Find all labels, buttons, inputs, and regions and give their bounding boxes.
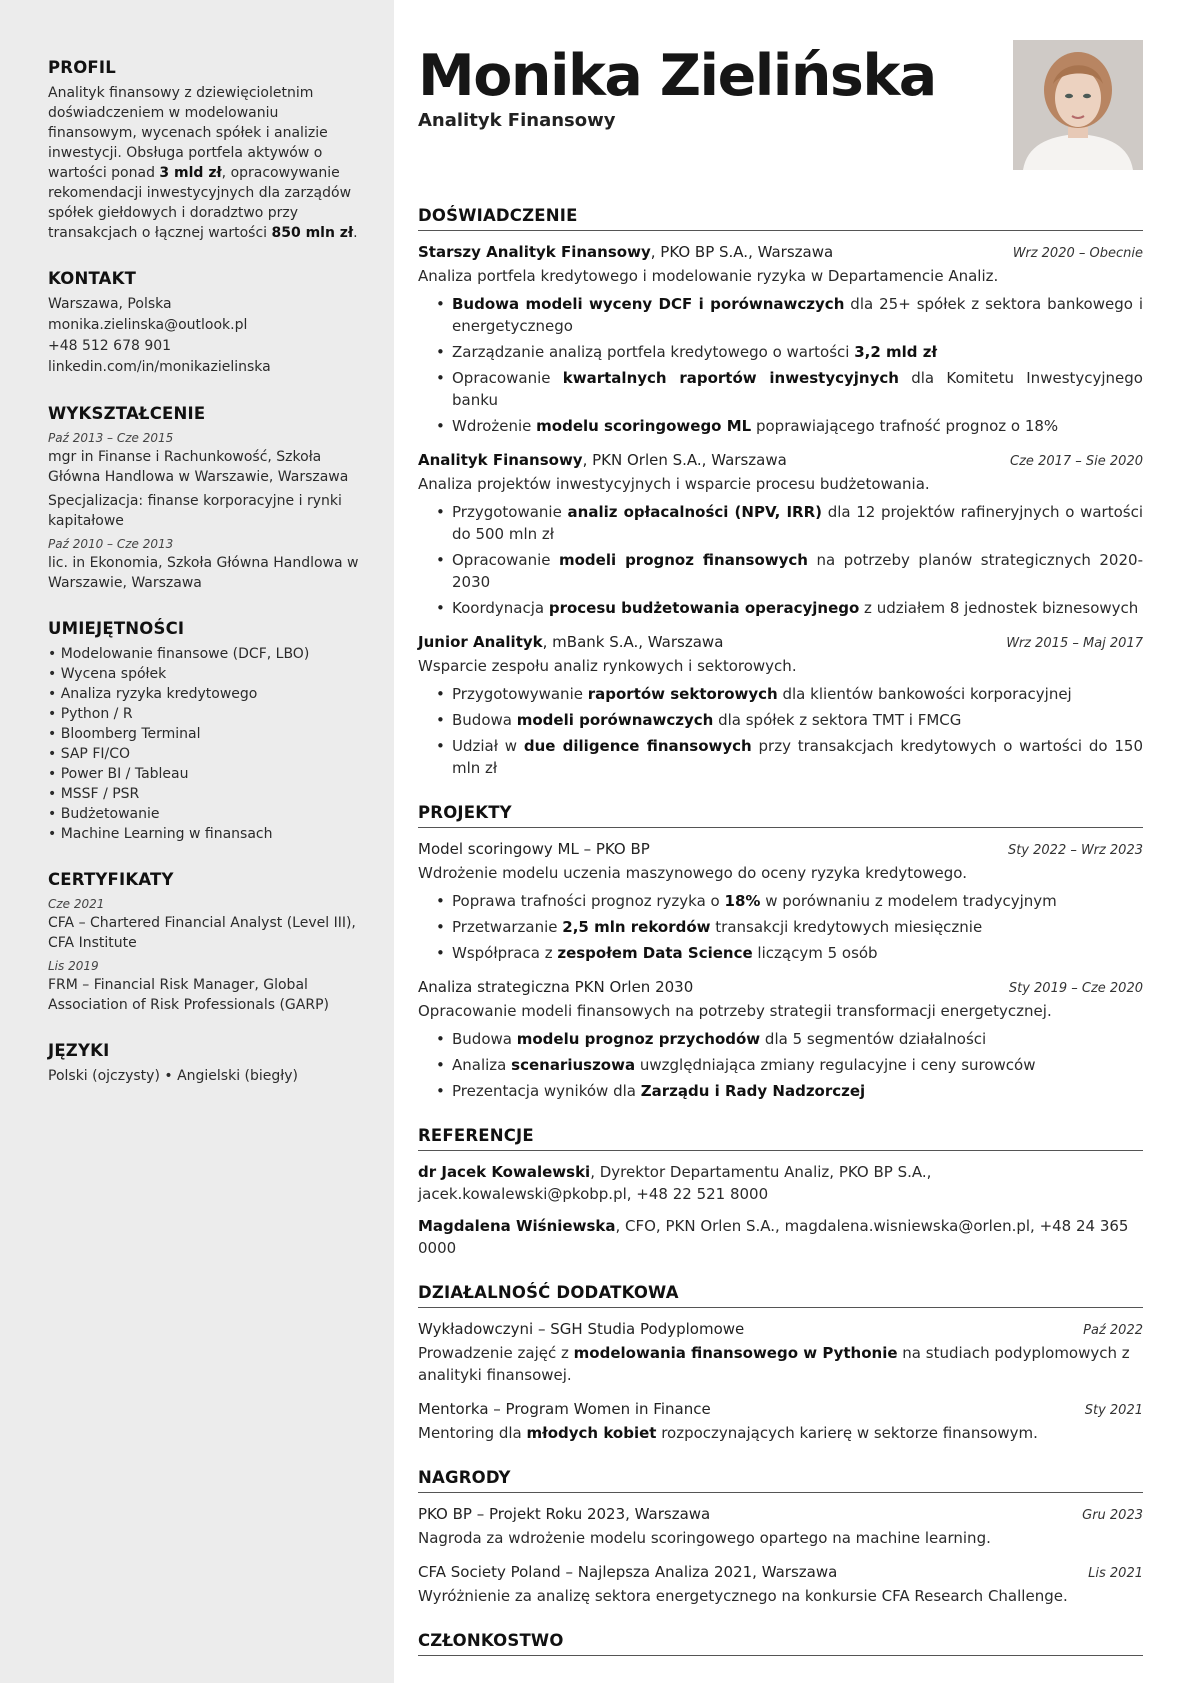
bold-text: dr Jacek Kowalewski xyxy=(418,1163,591,1181)
bold-text: due diligence finansowych xyxy=(523,737,752,755)
award-heading: NAGRODY xyxy=(418,1468,1143,1493)
entry-role: Analityk Finansowy xyxy=(418,451,583,469)
entry-org: , PKN Orlen S.A., Warszawa xyxy=(582,451,787,469)
project-entry xyxy=(418,976,1143,1102)
bullet-item xyxy=(436,415,1143,437)
skill-item: • MSSF / PSR xyxy=(48,786,140,802)
entry-date: Cze 2017 – Sie 2020 xyxy=(1010,454,1143,469)
bold-text: 3,2 mld zł xyxy=(854,343,938,361)
text-run: Przetwarzanie xyxy=(452,918,563,936)
entry-header xyxy=(418,838,1143,862)
extra-activity-entry xyxy=(418,1398,1143,1444)
education-date: Paź 2013 – Cze 2015 xyxy=(48,431,174,445)
project-entry xyxy=(418,838,1143,964)
bullet-item xyxy=(436,942,1143,964)
skill-item: • Wycena spółek xyxy=(48,666,167,682)
bullet-list xyxy=(418,1028,1143,1102)
bold-text: modelu prognoz przychodów xyxy=(516,1030,761,1048)
bold-text: analiz opłacalności (NPV, IRR) xyxy=(567,503,823,521)
projects-heading: PROJEKTY xyxy=(418,803,1143,828)
entry-description: Wdrożenie modelu uczenia maszynowego do oceny ryzyka kredytowego. xyxy=(418,864,967,882)
entry-role: Starszy Analityk Finansowy xyxy=(418,243,651,261)
candidate-title: Analityk Finansowy xyxy=(418,110,616,131)
bold-text: scenariuszowa xyxy=(511,1056,636,1074)
extra-activity-heading: DZIAŁALNOŚĆ DODATKOWA xyxy=(418,1283,1143,1308)
languages-heading: JĘZYKI xyxy=(48,1041,110,1060)
contact-linkedin[interactable]: linkedin.com/in/monikazielinska xyxy=(48,359,271,375)
skills-list xyxy=(48,644,360,844)
education-specialization: Specjalizacja: finanse korporacyjne i rynki kapitałowe xyxy=(48,493,342,529)
text-run: na studiach podyplomowych z analityki finansowej. xyxy=(418,1344,1130,1384)
reference-item xyxy=(418,1215,1143,1259)
entry-header xyxy=(418,1318,1143,1342)
bold-text: młodych kobiet xyxy=(526,1424,657,1442)
text-run: Zarządzanie analizą portfela kredytowego o wartości xyxy=(452,343,855,361)
bullet-item xyxy=(436,1028,1143,1050)
text-run: Budowa xyxy=(452,1030,517,1048)
entry-description: Analiza projektów inwestycyjnych i wsparcie procesu budżetowania. xyxy=(418,475,930,493)
entry-title: Wykładowczyni – SGH Studia Podyplomowe xyxy=(418,1320,745,1338)
bold-text: zespołem Data Science xyxy=(557,944,753,962)
text-run: Mentoring dla xyxy=(418,1424,527,1442)
entry-date: Wrz 2015 – Maj 2017 xyxy=(1006,636,1143,651)
bullet-item xyxy=(436,597,1143,619)
languages-section xyxy=(48,1041,360,1087)
reference-item xyxy=(418,1161,1143,1205)
entry-date: Paź 2022 xyxy=(1083,1323,1143,1338)
entry-date: Wrz 2020 – Obecnie xyxy=(1012,246,1143,261)
entry-title xyxy=(418,241,833,263)
text-run: Opracowanie xyxy=(452,551,559,569)
text-run: transakcji kredytowych miesięcznie xyxy=(710,918,983,936)
profile-section xyxy=(48,58,360,243)
text-run: dla 5 segmentów działalności xyxy=(760,1030,987,1048)
bold-text: 3 mld zł xyxy=(159,165,222,181)
entry-title xyxy=(418,449,787,471)
text-run: uwzględniająca zmiany regulacyjne i ceny surowców xyxy=(635,1056,1036,1074)
bold-text: kwartalnych raportów inwestycyjnych xyxy=(562,369,899,387)
contact-location: Warszawa, Polska xyxy=(48,296,172,312)
skill-item: • Machine Learning w finansach xyxy=(48,826,273,842)
bullet-list xyxy=(418,293,1143,437)
entry-date: Lis 2021 xyxy=(1088,1566,1143,1581)
experience-heading: DOŚWIADCZENIE xyxy=(418,206,1143,231)
header xyxy=(418,44,1143,182)
text-run: Wyróżnienie za analizę sektora energetycznego na konkursie CFA Research Challenge. xyxy=(418,1587,1068,1605)
text-run: Nagroda za wdrożenie modelu scoringowego opartego na machine learning. xyxy=(418,1529,991,1547)
text-run: Wdrożenie xyxy=(452,417,537,435)
skill-item: • Power BI / Tableau xyxy=(48,766,189,782)
profile-heading: PROFIL xyxy=(48,58,116,77)
text-run: Przygotowanie xyxy=(452,503,568,521)
text-run: Opracowanie xyxy=(452,369,563,387)
entry-title: Mentorka – Program Women in Finance xyxy=(418,1400,711,1418)
bullet-item xyxy=(436,367,1143,411)
sidebar xyxy=(0,0,394,1683)
skills-heading: UMIEJĘTNOŚCI xyxy=(48,619,185,638)
membership-heading: CZŁONKOSTWO xyxy=(418,1631,1143,1656)
text-run: Prezentacja wyników dla xyxy=(452,1082,641,1100)
bold-text: 18% xyxy=(724,892,761,910)
certificate-date: Lis 2019 xyxy=(48,959,99,973)
entry-org: Analiza strategiczna PKN Orlen 2030 xyxy=(418,978,694,996)
award-entry xyxy=(418,1503,1143,1549)
bold-text: raportów sektorowych xyxy=(587,685,778,703)
education-section xyxy=(48,404,360,593)
bold-text: modelowania finansowego w Pythonie xyxy=(573,1344,898,1362)
text-run: z udziałem 8 jednostek biznesowych xyxy=(859,599,1139,617)
text-run: , opracowywanie rekomendacji inwestycyjnych dla zarządów spółek giełdowych i doradztwo przy transakcjach o łącznej wartości xyxy=(48,165,352,241)
entry-header xyxy=(418,241,1143,265)
bullet-item xyxy=(436,1054,1143,1076)
entry-header xyxy=(418,1398,1143,1422)
certificate-name: FRM – Financial Risk Manager, Global Association of Risk Professionals (GARP) xyxy=(48,977,329,1013)
profile-text xyxy=(48,83,360,243)
references-heading: REFERENCJE xyxy=(418,1126,1143,1151)
text-run: Udział w xyxy=(452,737,524,755)
education-degree: lic. in Ekonomia, Szkoła Główna Handlowa w Warszawie, Warszawa xyxy=(48,555,359,591)
entry-description xyxy=(418,1527,1143,1549)
skill-item: • Bloomberg Terminal xyxy=(48,726,201,742)
bold-text: modeli prognoz finansowych xyxy=(558,551,808,569)
entry-description: Analiza portfela kredytowego i modelowanie ryzyka w Departamencie Analiz. xyxy=(418,267,999,285)
contact-phone[interactable]: +48 512 678 901 xyxy=(48,338,172,354)
candidate-name: Monika Zielińska xyxy=(418,43,936,109)
text-run: Przygotowywanie xyxy=(452,685,588,703)
entry-title: PKO BP – Projekt Roku 2023, Warszawa xyxy=(418,1505,711,1523)
bullet-item xyxy=(436,916,1143,938)
entry-org: Model scoringowy ML – PKO BP xyxy=(418,840,650,858)
certificates-heading: CERTYFIKATY xyxy=(48,870,174,889)
education-heading: WYKSZTAŁCENIE xyxy=(48,404,206,423)
text-run: poprawiającego trafność prognoz o 18% xyxy=(751,417,1059,435)
bold-text: modelu scoringowego ML xyxy=(536,417,752,435)
text-run: , CFO, PKN Orlen S.A., magdalena.wisniewska@orlen.pl, +48 24 365 0000 xyxy=(418,1217,1129,1257)
entry-title xyxy=(418,976,693,998)
entry-description: Wsparcie zespołu analiz rynkowych i sektorowych. xyxy=(418,657,797,675)
skill-item: • Python / R xyxy=(48,706,133,722)
skill-item: • SAP FI/CO xyxy=(48,746,131,762)
text-run: dla 25+ spółek z sektora bankowego i energetycznego xyxy=(452,295,1144,335)
entry-date: Gru 2023 xyxy=(1082,1508,1143,1523)
bullet-item xyxy=(436,1080,1143,1102)
text-run: w porównaniu z modelem tradycyjnym xyxy=(760,892,1057,910)
experience-entry xyxy=(418,631,1143,779)
skill-item: • Modelowanie finansowe (DCF, LBO) xyxy=(48,646,310,662)
experience-entry xyxy=(418,449,1143,619)
extra-activity-entry xyxy=(418,1318,1143,1386)
text-run: na potrzeby planów strategicznych 2020-2030 xyxy=(452,551,1143,591)
entry-header xyxy=(418,449,1143,473)
bold-text: 850 mln zł xyxy=(271,225,354,241)
bold-text: modeli porównawczych xyxy=(516,711,714,729)
text-run: Analityk finansowy z dziewięcioletnim doświadczeniem w modelowaniu finansowym, wycenach spółek i analizie inwestycji. Obsługa portfela aktywów o wartości ponad xyxy=(48,85,328,181)
experience-entry xyxy=(418,241,1143,437)
bullet-item xyxy=(436,293,1143,337)
bullet-list xyxy=(418,501,1143,619)
entry-header xyxy=(418,1561,1143,1585)
bold-text: Budowa modeli wyceny DCF i porównawczych xyxy=(452,295,845,313)
text-run: Prowadzenie zajęć z xyxy=(418,1344,574,1362)
skill-item: • Budżetowanie xyxy=(48,806,160,822)
certificate-date: Cze 2021 xyxy=(48,897,105,911)
text-run: Analiza xyxy=(452,1056,512,1074)
bullet-item xyxy=(436,549,1143,593)
text-run: dla klientów bankowości korporacyjnej xyxy=(777,685,1072,703)
languages-text: Polski (ojczysty) • Angielski (biegły) xyxy=(48,1068,299,1084)
text-run: przy transakcjach kredytowych o wartości do 150 mln zł xyxy=(452,737,1143,777)
entry-date: Sty 2021 xyxy=(1084,1403,1143,1418)
text-run: rozpoczynających karierę w sektorze finansowym. xyxy=(656,1424,1038,1442)
bullet-item xyxy=(436,735,1143,779)
entry-title xyxy=(418,631,723,653)
entry-date: Sty 2019 – Cze 2020 xyxy=(1008,981,1143,996)
bullet-list xyxy=(418,890,1143,964)
text-run: Koordynacja xyxy=(452,599,549,617)
bold-text: Zarządu i Rady Nadzorczej xyxy=(640,1082,866,1100)
main-content xyxy=(418,0,1143,1683)
bullet-item xyxy=(436,890,1143,912)
skill-item: • Analiza ryzyka kredytowego xyxy=(48,686,258,702)
bold-text: Magdalena Wiśniewska xyxy=(418,1217,616,1235)
certificates-section xyxy=(48,870,360,1015)
contact-section xyxy=(48,269,360,378)
text-run: Poprawa trafności prognoz ryzyka o xyxy=(452,892,725,910)
text-run: . xyxy=(353,225,358,241)
text-run: Współpraca z xyxy=(452,944,558,962)
bullet-item xyxy=(436,501,1143,545)
award-entry xyxy=(418,1561,1143,1607)
contact-email[interactable]: monika.zielinska@outlook.pl xyxy=(48,317,248,333)
text-run: , Dyrektor Departamentu Analiz, PKO BP S.A., jacek.kowalewski@pkobp.pl, +48 22 521 8000 xyxy=(418,1163,932,1203)
bullet-item xyxy=(436,341,1143,363)
bullet-list xyxy=(418,683,1143,779)
entry-description xyxy=(418,1342,1143,1386)
education-degree: mgr in Finanse i Rachunkowość, Szkoła Główna Handlowa w Warszawie, Warszawa xyxy=(48,449,349,485)
entry-title: CFA Society Poland – Najlepsza Analiza 2021, Warszawa xyxy=(418,1563,838,1581)
entry-title xyxy=(418,838,650,860)
text-run: dla Komitetu Inwestycyjnego banku xyxy=(452,369,1143,409)
education-date: Paź 2010 – Cze 2013 xyxy=(48,537,174,551)
profile-photo xyxy=(1013,40,1143,170)
entry-description xyxy=(418,1422,1143,1444)
text-run: Budowa xyxy=(452,711,517,729)
entry-org: , mBank S.A., Warszawa xyxy=(542,633,724,651)
main-sections xyxy=(418,206,1143,1656)
bold-text: procesu budżetowania operacyjnego xyxy=(548,599,860,617)
contact-heading: KONTAKT xyxy=(48,269,137,288)
text-run: liczącym 5 osób xyxy=(752,944,878,962)
entry-org: , PKO BP S.A., Warszawa xyxy=(650,243,834,261)
text-run: dla spółek z sektora TMT i FMCG xyxy=(713,711,962,729)
skills-section xyxy=(48,619,360,844)
entry-date: Sty 2022 – Wrz 2023 xyxy=(1007,843,1143,858)
entry-header xyxy=(418,631,1143,655)
text-run: dla 12 projektów rafineryjnych o wartości do 500 mln zł xyxy=(452,503,1144,543)
entry-description: Opracowanie modeli finansowych na potrzeby strategii transformacji energetycznej. xyxy=(418,1002,1052,1020)
bullet-item xyxy=(436,683,1143,705)
entry-header xyxy=(418,976,1143,1000)
certificate-name: CFA – Chartered Financial Analyst (Level III), CFA Institute xyxy=(48,915,356,951)
entry-role: Junior Analityk xyxy=(418,633,543,651)
bullet-item xyxy=(436,709,1143,731)
bold-text: 2,5 mln rekordów xyxy=(562,918,711,936)
entry-header xyxy=(418,1503,1143,1527)
entry-description xyxy=(418,1585,1143,1607)
